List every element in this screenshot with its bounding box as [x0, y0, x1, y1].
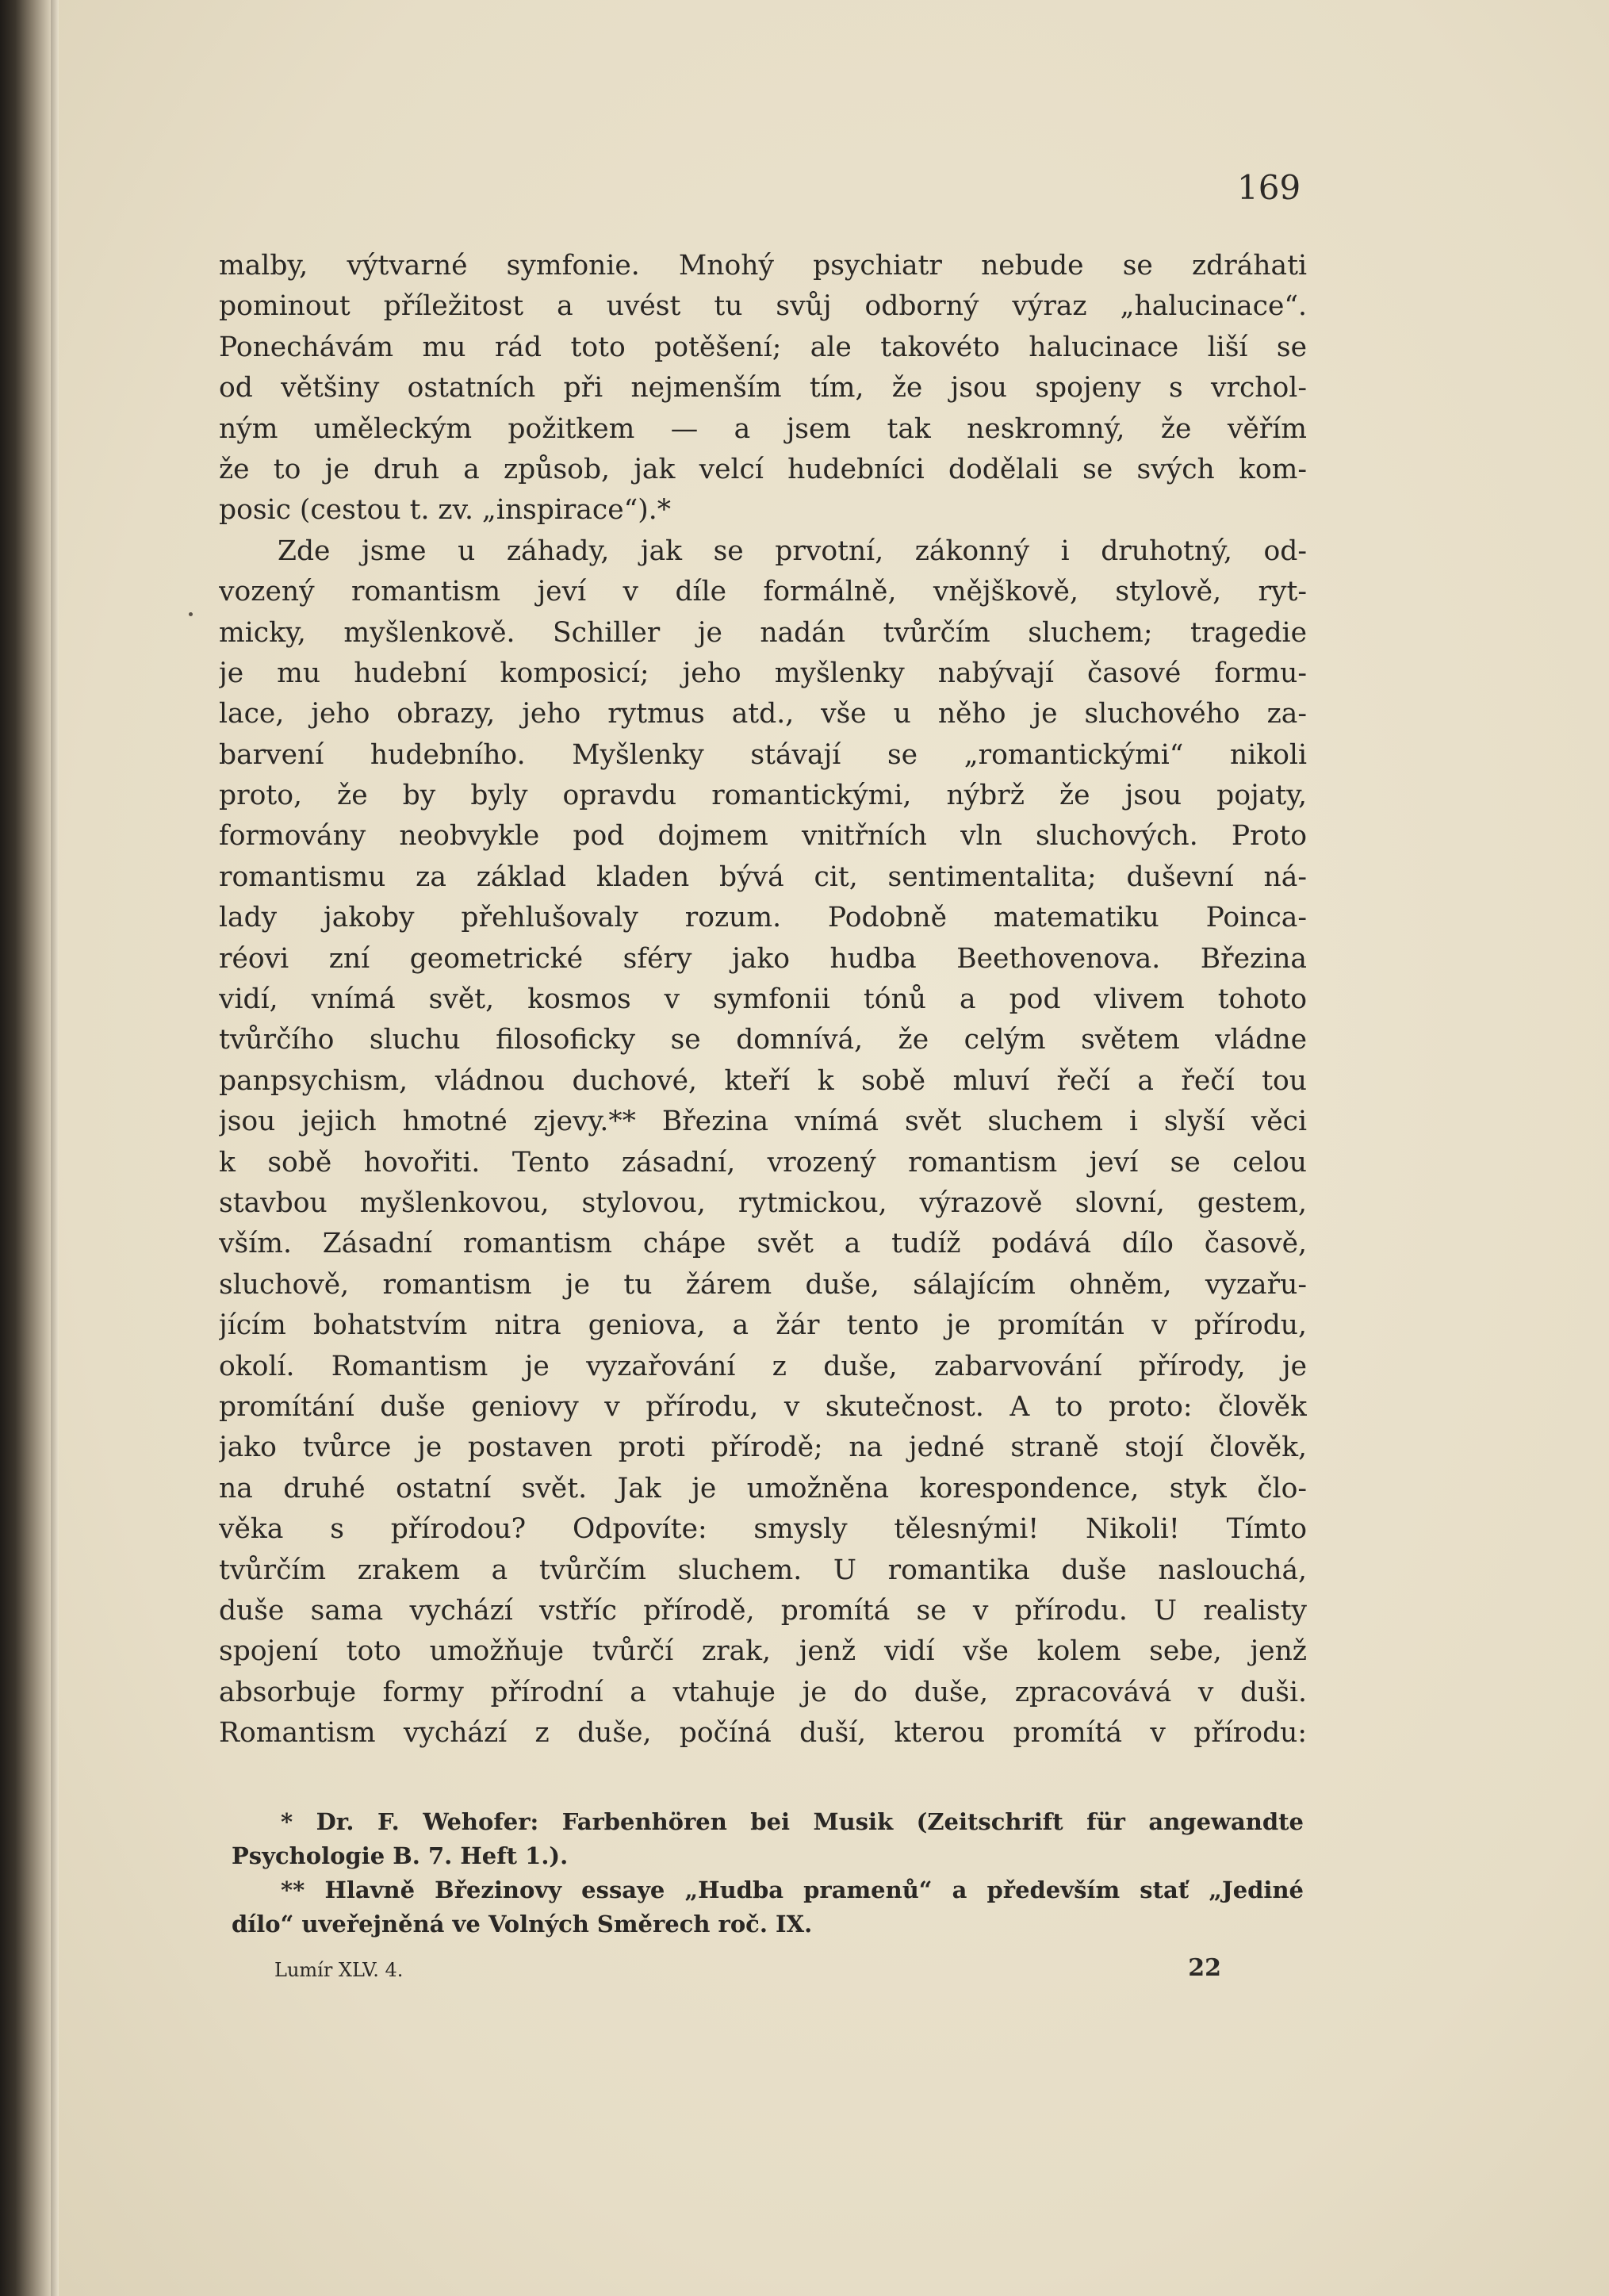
- footnote-line: Psychologie B. 7. Heft 1.).: [232, 1842, 569, 1869]
- text-line: barvení hudebního. Myšlenky stávají se „romantickými“ nikoli: [219, 738, 1307, 771]
- text-line: pominout příležitost a uvést tu svůj odborný výraz „halucinace“.: [219, 290, 1307, 323]
- text-line: Zde jsme u záhady, jak se prvotní, zákonný i druhotný, od-: [278, 535, 1307, 567]
- text-line: Romantism vychází z duše, počíná duší, kterou promítá v přírodu:: [219, 1717, 1307, 1750]
- text-line: tvůrčím zrakem a tvůrčím sluchem. U romantika duše naslouchá,: [219, 1554, 1307, 1586]
- footnote-line: * Dr. F. Wehofer: Farbenhören bei Musik (Zeitschrift für angewandte: [281, 1808, 1304, 1835]
- text-line: romantismu za základ kladen bývá cit, sentimentalita; duševní ná-: [219, 861, 1307, 893]
- text-line: malby, výtvarné symfonie. Mnohý psychiatr nebude se zdráhati: [219, 250, 1307, 282]
- text-line: jsou jejich hmotné zjevy.** Březina vnímá svět sluchem i slyší věci: [219, 1106, 1307, 1138]
- footnotes: [232, 1805, 1304, 1941]
- text-line: okolí. Romantism je vyzařování z duše, zabarvování přírody, je: [219, 1350, 1307, 1382]
- text-line: jako tvůrce je postaven proti přírodě; na jedné straně stojí člověk,: [219, 1432, 1307, 1464]
- text-line: réovi zní geometrické sféry jako hudba Beethovenova. Březina: [219, 942, 1307, 975]
- text-line: je mu hudební komposicí; jeho myšlenky nabývají časové formu-: [219, 657, 1307, 689]
- text-line: absorbuje formy přírodní a vtahuje je do duše, zpracovává v duši.: [219, 1676, 1307, 1708]
- body-text: [219, 246, 1307, 1754]
- text-line: na druhé ostatní svět. Jak je umožněna korespondence, styk člo-: [219, 1472, 1307, 1504]
- text-line: panpsychism, vládnou duchové, kteří k sobě mluví řečí a řečí tou: [219, 1064, 1307, 1097]
- text-line: tvůrčího sluchu filosoficky se domnívá, že celým světem vládne: [219, 1024, 1307, 1056]
- text-line: lace, jeho obrazy, jeho rytmus atd., vše u něho je sluchového za-: [219, 698, 1307, 730]
- text-line: vším. Zásadní romantism chápe svět a tudíž podává dílo časově,: [219, 1228, 1307, 1260]
- text-line: vidí, vnímá svět, kosmos v symfonii tónů a pod vlivem tohoto: [219, 983, 1307, 1016]
- printer-signature: Lumír XLV. 4.: [274, 1959, 404, 1981]
- binding-shadow: [51, 0, 59, 2296]
- text-line: jícím bohatstvím nitra geniova, a žár tento je promítán v přírodu,: [219, 1309, 1307, 1342]
- footnote-line: dílo“ uveřejněná ve Volných Směrech roč. IX.: [232, 1911, 813, 1938]
- page-number: 169: [1237, 168, 1301, 207]
- text-line: věka s přírodou? Odpovíte: smysly tělesnými! Nikoli! Tímto: [219, 1513, 1307, 1546]
- text-line: že to je druh a způsob, jak velcí hudebníci dodělali se svých kom-: [219, 453, 1307, 485]
- text-line: sluchově, romantism je tu žárem duše, sálajícím ohněm, vyzařu-: [219, 1268, 1307, 1301]
- text-line: promítání duše geniovy v přírodu, v skutečnost. A to proto: člověk: [219, 1390, 1307, 1423]
- text-line: lady jakoby přehlušovaly rozum. Podobně matematiku Poinca-: [219, 902, 1307, 934]
- text-line: k sobě hovořiti. Tento zásadní, vrozený romantism jeví se celou: [219, 1146, 1307, 1179]
- text-line: od většiny ostatních při nejmenším tím, že jsou spojeny s vrchol-: [219, 372, 1307, 404]
- text-line: proto, že by byly opravdu romantickými, nýbrž že jsou pojaty,: [219, 780, 1307, 812]
- text-line: spojení toto umožňuje tvůrčí zrak, jenž vidí vše kolem sebe, jenž: [219, 1635, 1307, 1668]
- book-binding: [0, 0, 51, 2296]
- text-line: ným uměleckým požitkem — a jsem tak neskromný, že věřím: [219, 412, 1307, 445]
- text-line: formovány neobvykle pod dojmem vnitřních vln sluchových. Proto: [219, 820, 1307, 853]
- text-line: vozený romantism jeví v díle formálně, vnějškově, stylově, ryt-: [219, 576, 1307, 608]
- text-line: posic (cestou t. zv. „inspirace“).*: [219, 494, 671, 527]
- footnote-line: ** Hlavně Březinovy essaye „Hudba pramenů“ a především stať „Jediné: [281, 1876, 1304, 1903]
- text-line: duše sama vychází vstříc přírodě, promítá se v přírodu. U realisty: [219, 1594, 1307, 1627]
- text-line: micky, myšlenkově. Schiller je nadán tvůrčím sluchem; tragedie: [219, 616, 1307, 649]
- sheet-number: 22: [1188, 1954, 1221, 1982]
- text-line: stavbou myšlenkovou, stylovou, rytmickou, výrazově slovní, gestem,: [219, 1186, 1307, 1219]
- paper-speck: [189, 612, 193, 616]
- text-line: Ponechávám mu rád toto potěšení; ale takovéto halucinace liší se: [219, 331, 1307, 363]
